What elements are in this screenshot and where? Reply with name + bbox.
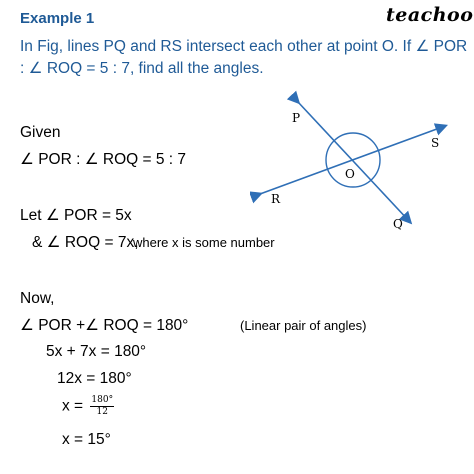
label-s: S — [431, 136, 440, 150]
step-3 — [62, 395, 114, 418]
line-pq — [298, 102, 410, 222]
label-p: P — [292, 111, 301, 125]
reason-linear-pair: (Linear pair of angles) — [240, 318, 367, 333]
now-label: Now, — [20, 290, 55, 307]
equation-linear-pair: ∠ POR +∠ ROQ = 180° — [20, 317, 189, 334]
question-line-2: : ∠ ROQ = 5 : 7, find all the angles. — [20, 60, 264, 77]
fraction-numerator: 180° — [91, 395, 114, 405]
label-q: Q — [393, 217, 403, 231]
step-1: 5x + 7x = 180° — [46, 343, 147, 360]
teachoo-logo: teachoo — [386, 4, 474, 26]
given-ratio: ∠ POR : ∠ ROQ = 5 : 7 — [20, 151, 187, 168]
step-2: 12x = 180° — [57, 370, 132, 387]
question-line-1: In Fig, lines PQ and RS intersect each other at point O. If ∠ POR — [20, 38, 468, 55]
let-por: Let ∠ POR = 5x — [20, 207, 132, 224]
intersecting-lines-figure — [250, 90, 460, 240]
step-4: x = 15° — [62, 431, 111, 448]
label-o: O — [345, 167, 355, 181]
fraction-denominator: 12 — [96, 407, 108, 417]
let-roq: & ∠ ROQ = 7x, — [32, 234, 139, 251]
label-r: R — [271, 192, 281, 206]
step-3-lhs: x = — [62, 397, 84, 415]
example-title: Example 1 — [20, 10, 95, 27]
fraction-180-over-12 — [90, 395, 114, 418]
line-rs — [260, 126, 445, 194]
given-label: Given — [20, 124, 61, 141]
let-note: where x is some number — [133, 235, 275, 250]
